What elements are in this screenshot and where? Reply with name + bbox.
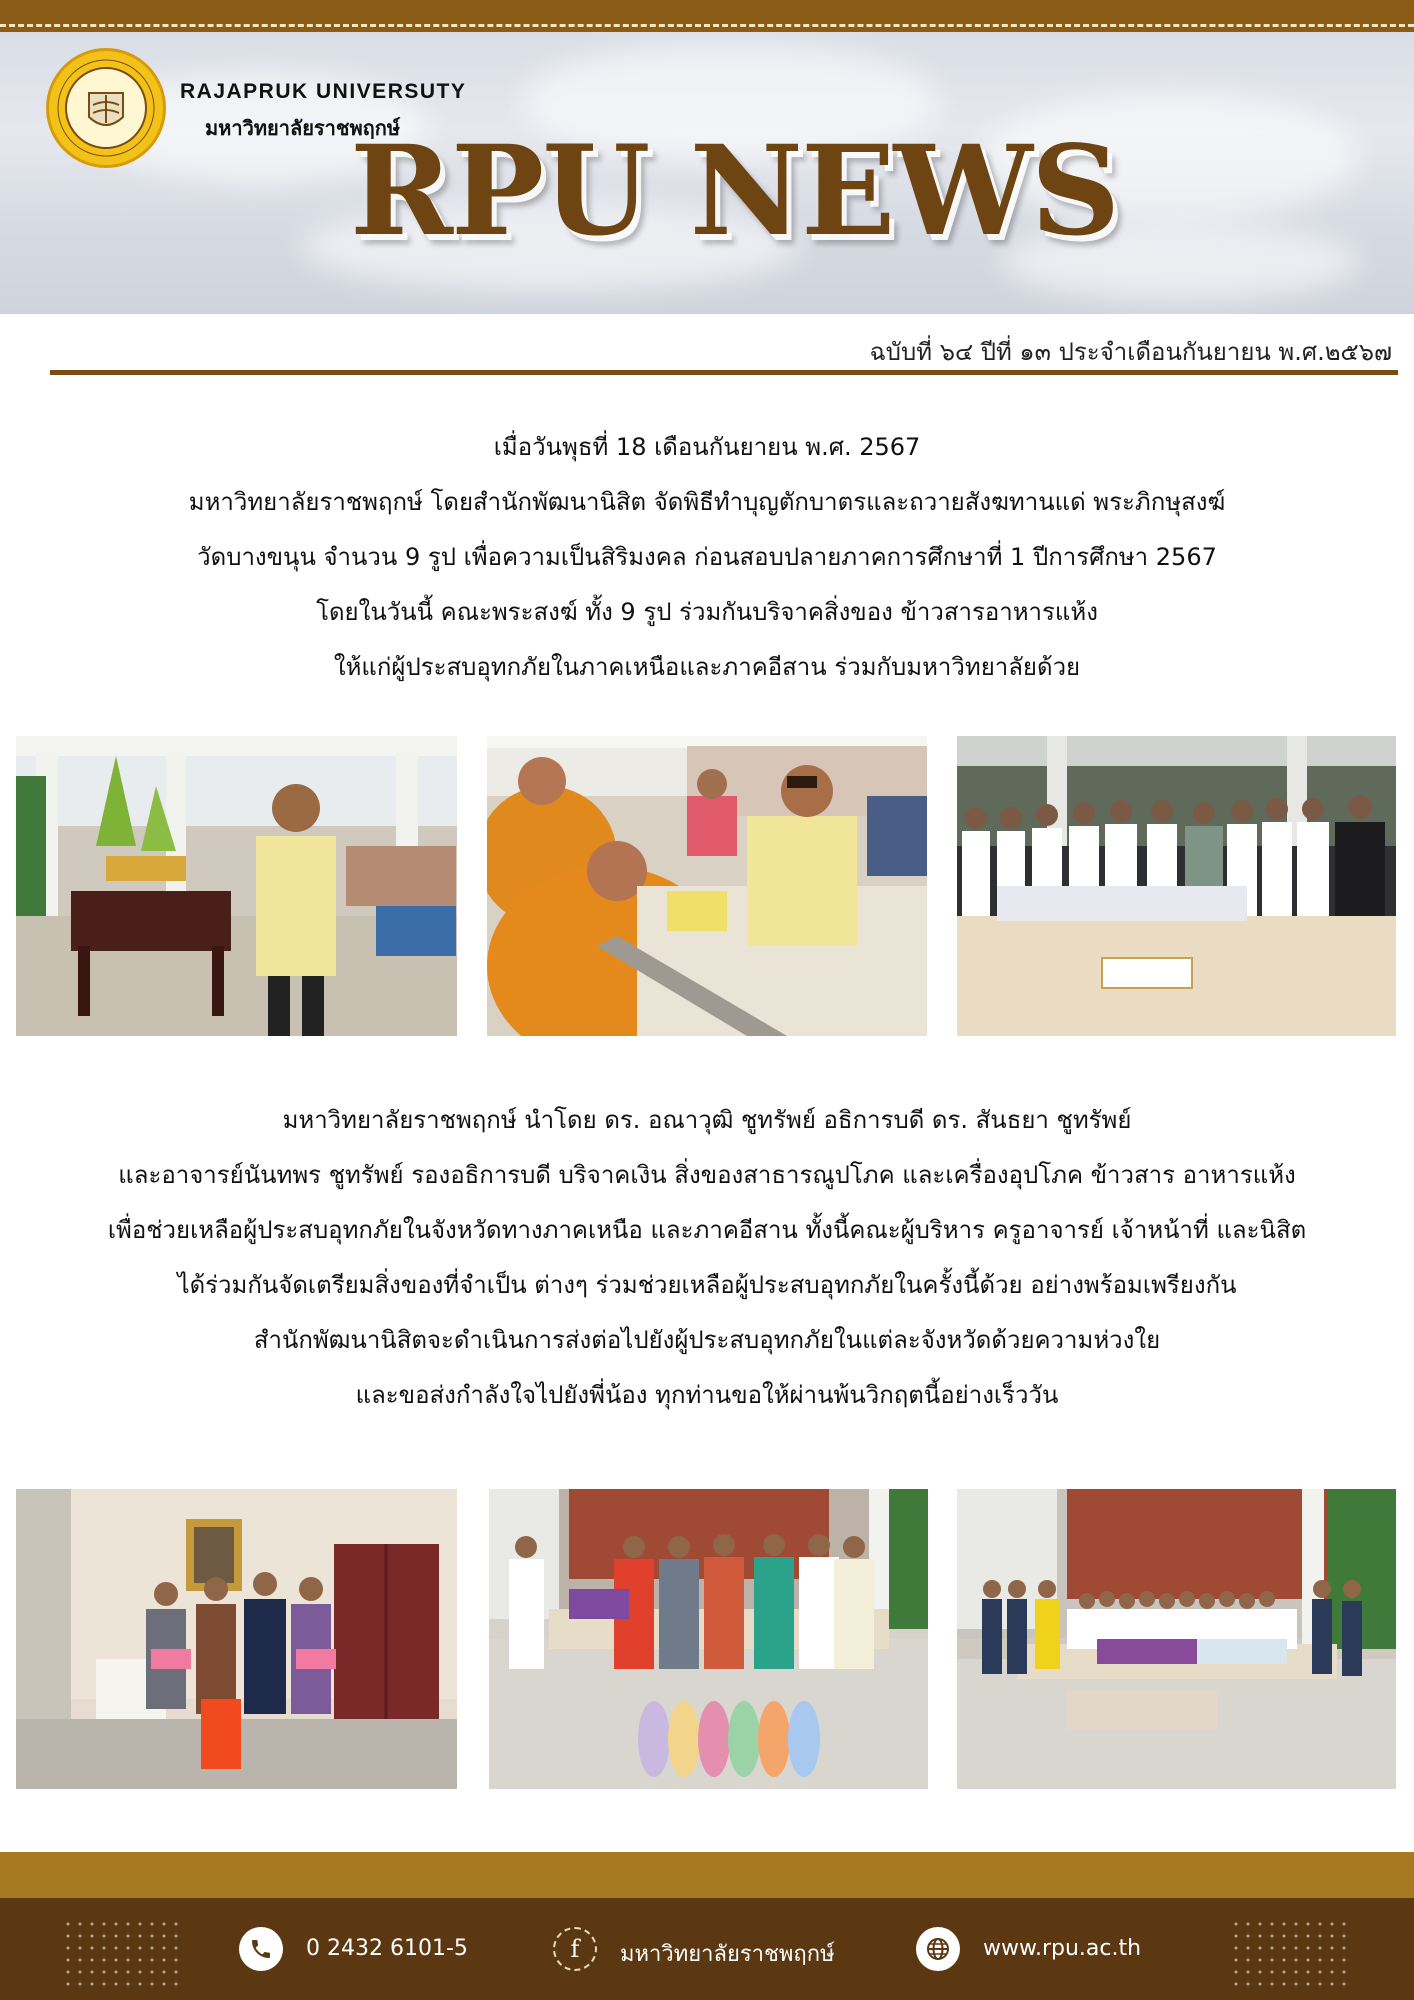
footer-dots-right [1230,1918,1350,1988]
photo-executives-donation [16,1489,457,1789]
footer-dots-left [62,1918,182,1988]
photo-students-group [957,736,1396,1036]
paragraph-line: ให้แก่ผู้ประสบอุทกภัยในภาคเหนือและภาคอีสาน ร่วมกับมหาวิทยาลัยด้วย [333,653,1081,681]
paragraph-line: เพื่อช่วยเหลือผู้ประสบอุทกภัยในจังหวัดทางภาคเหนือ และภาคอีสาน ทั้งนี้คณะผู้บริหาร ครูอาจารย์ เจ้าหน้าที่ และนิสิต [107,1216,1307,1244]
footer-phone[interactable]: 0 2432 6101-5 [306,1936,468,1961]
paragraph-line: ได้ร่วมกันจัดเตรียมสิ่งของที่จำเป็น ต่างๆ ร่วมช่วยเหลือผู้ประสบอุทกภัยในครั้งนี้ด้วย อย่างพร้อมเพรียงกัน [177,1271,1237,1299]
phone-icon [239,1927,283,1971]
paragraph-line: และขอส่งกำลังใจไปยังพี่น้อง ทุกท่านขอให้ผ่านพ้นวิกฤตนี้อย่างเร็ววัน [355,1381,1059,1409]
globe-icon [916,1927,960,1971]
photo-volunteers-group [957,1489,1396,1789]
photo-alms-offering [16,736,457,1036]
issue-line: ฉบับที่ ๖๔ ปีที่ ๑๓ ประจำเดือนกันยายน พ.ศ.๒๕๖๗ [869,338,1392,366]
paragraph-line: วัดบางขนุน จำนวน 9 รูป เพื่อความเป็นสิริมงคล ก่อนสอบปลายภาคการศึกษาที่ 1 ปีการศึกษา 2567 [197,543,1217,571]
photo-staff-supplies [489,1489,928,1789]
paragraph-line: มหาวิทยาลัยราชพฤกษ์ โดยสำนักพัฒนานิสิต จัดพิธีทำบุญตักบาตรและถวายสังฆทานแด่ พระภิกษุสงฆ์ [188,488,1226,516]
footer-gold-band [0,1852,1414,1898]
masthead-title: RPU NEWS [350,119,1119,264]
top-bar [0,0,1414,32]
paragraph-line: สำนักพัฒนานิสิตจะดำเนินการส่งต่อไปยังผู้ประสบอุทกภัยในแต่ละจังหวัดด้วยความห่วงใย [253,1326,1161,1354]
paragraph-line: เมื่อวันพุธที่ 18 เดือนกันยายน พ.ศ. 2567 [493,433,921,461]
paragraph-line: และอาจารย์นันทพร ชูทรัพย์ รองอธิการบดี บริจาคเงิน สิ่งของสาธารณูปโภค และเครื่องอุปโภค ข้าวสาร อาหารแห้ง [118,1161,1296,1189]
university-logo [46,48,166,168]
article-paragraph-2 [0,1093,1414,1423]
paragraph-line: โดยในวันนี้ คณะพระสงฆ์ ทั้ง 9 รูป ร่วมกันบริจาคสิ่งของ ข้าวสารอาหารแห้ง [316,598,1098,626]
footer-bar [0,1898,1414,2000]
article-paragraph-1 [0,420,1414,695]
university-name-en: RAJAPRUK UNIVERSUTY [180,80,467,103]
top-dashed-line [0,24,1414,27]
footer-facebook[interactable]: มหาวิทยาลัยราชพฤกษ์ [620,1942,835,1967]
university-name-th: มหาวิทยาลัยราชพฤกษ์ [205,116,401,140]
header-divider [50,370,1398,375]
facebook-icon: f [553,1927,597,1971]
footer-website[interactable]: www.rpu.ac.th [983,1936,1142,1961]
photo-monks-donation [487,736,927,1036]
paragraph-line: มหาวิทยาลัยราชพฤกษ์ นำโดย ดร. อณาวุฒิ ชูทรัพย์ อธิการบดี ดร. สันธยา ชูทรัพย์ [282,1106,1132,1134]
